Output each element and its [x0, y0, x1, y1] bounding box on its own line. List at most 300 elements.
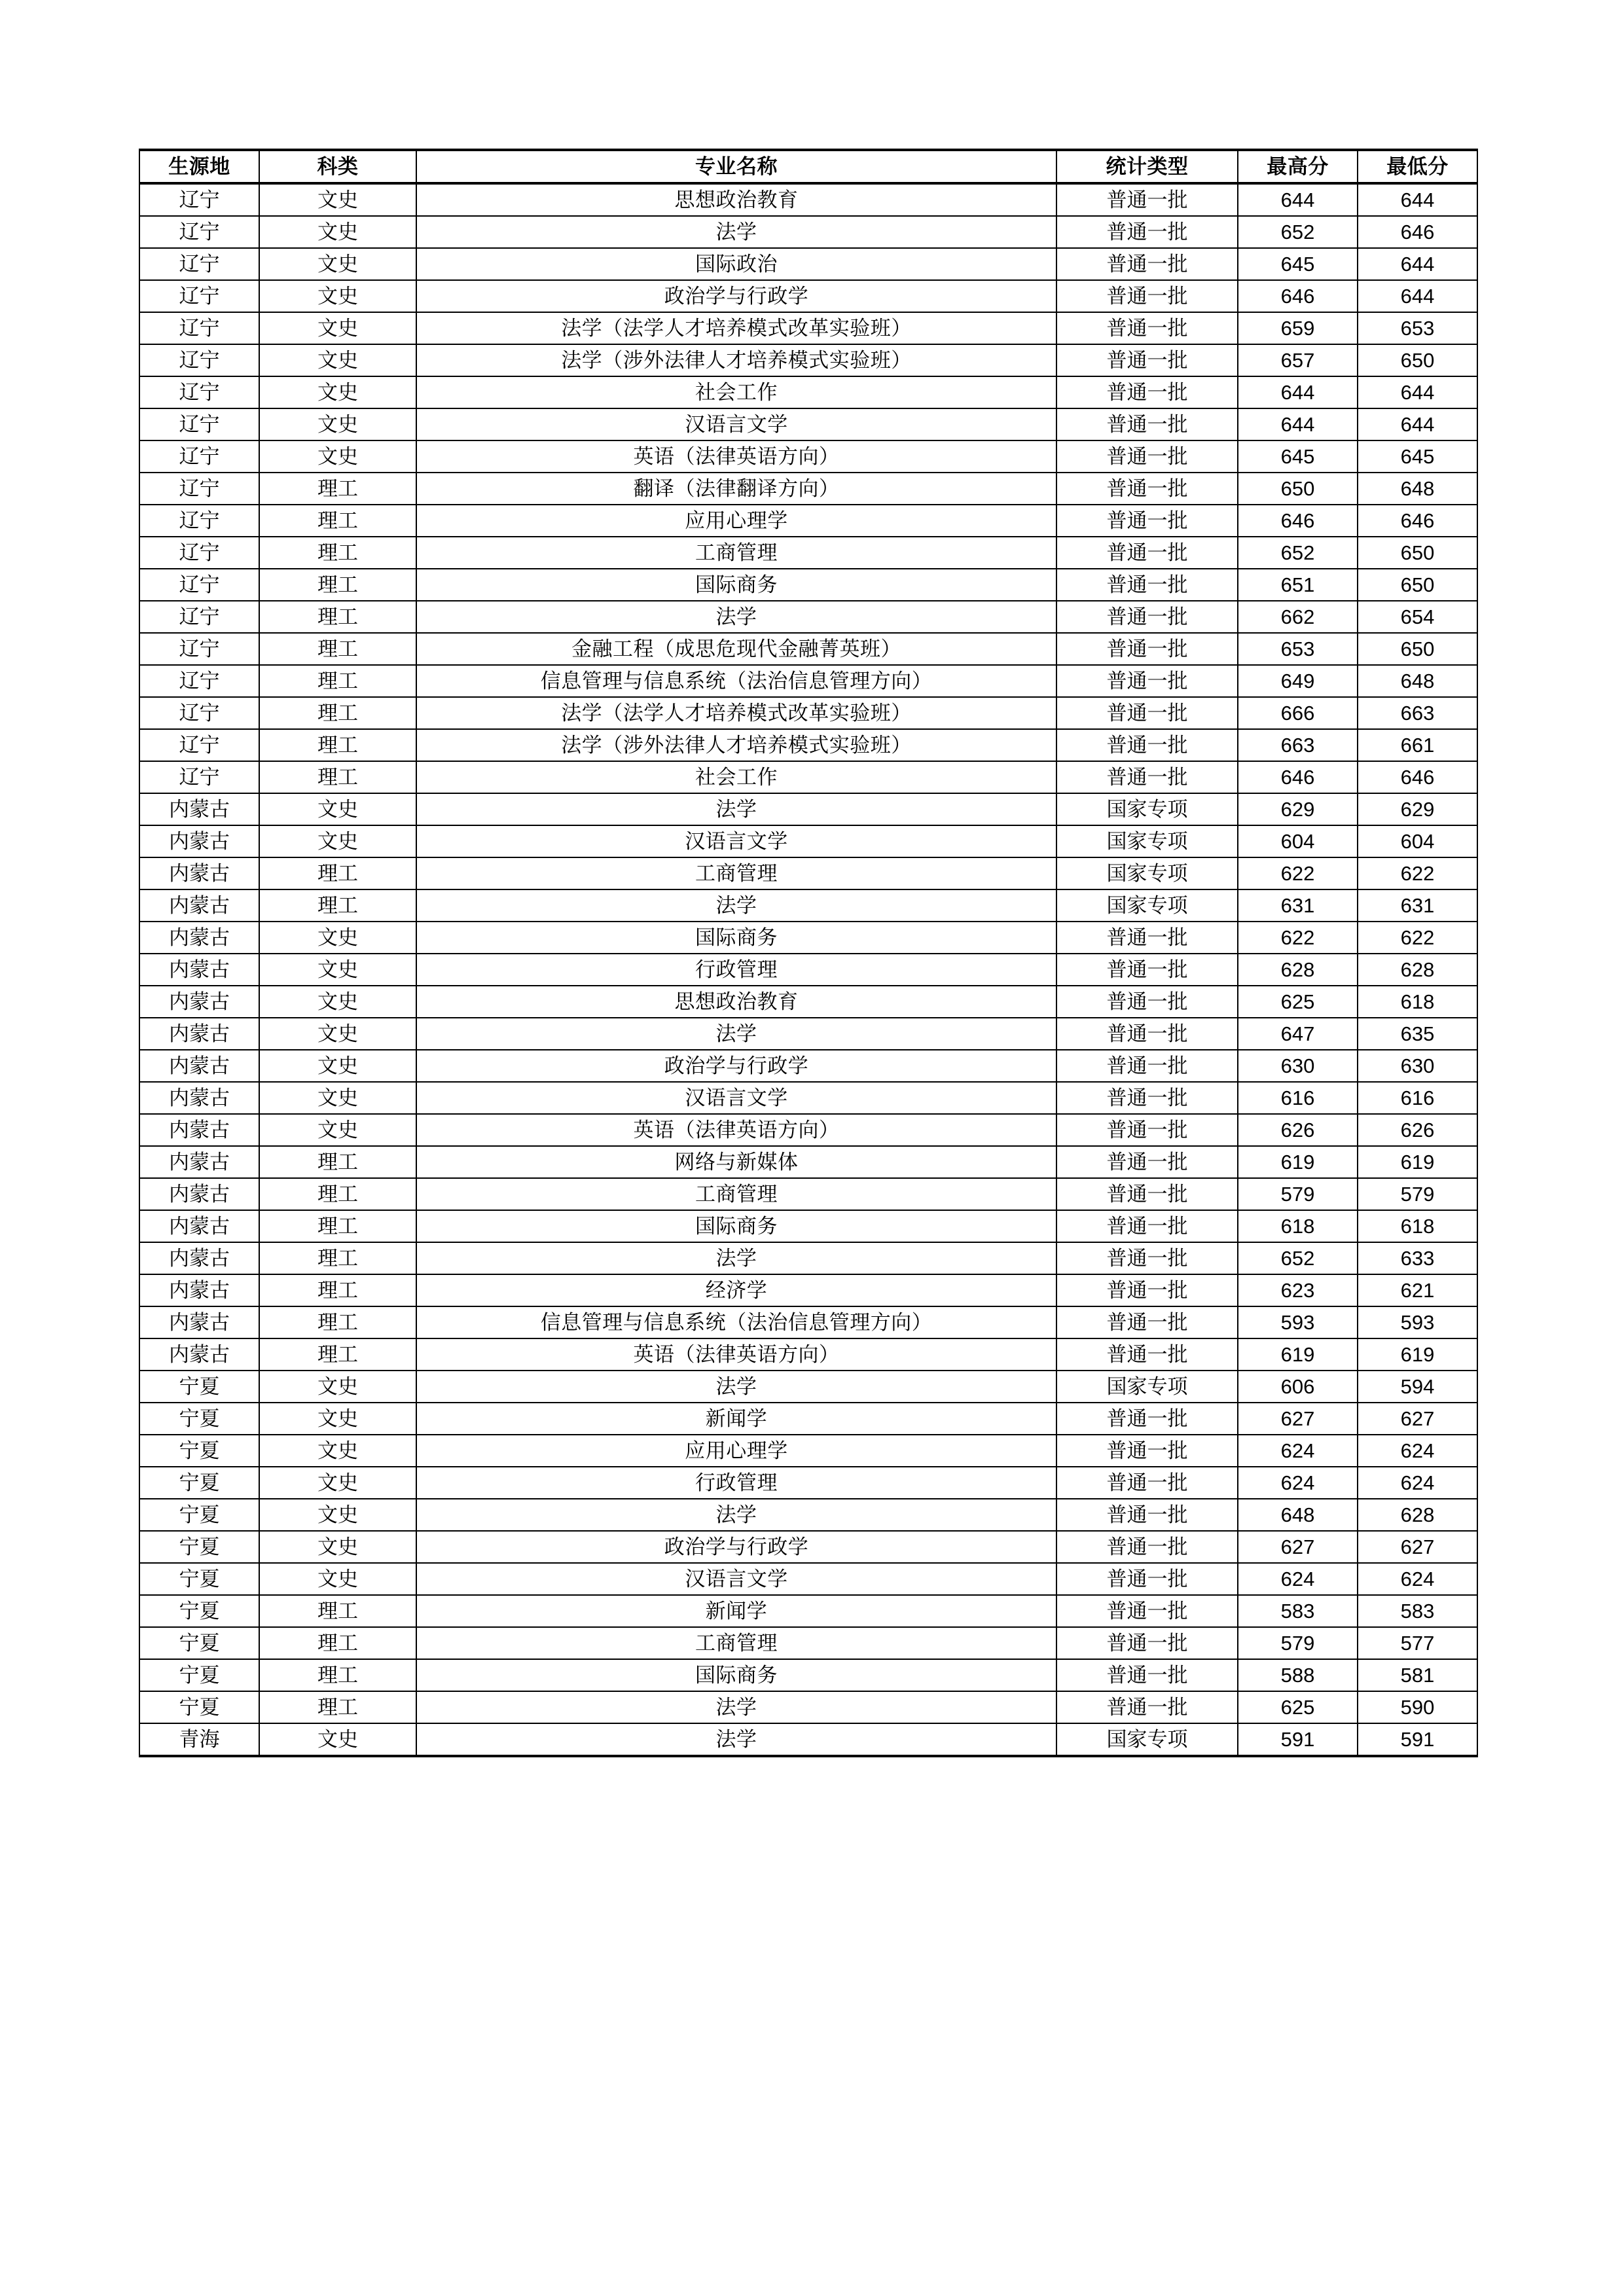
cell-stattype: 国家专项 — [1056, 1723, 1238, 1756]
cell-lowest-score: 663 — [1358, 697, 1477, 729]
cell-origin: 辽宁 — [139, 183, 259, 216]
cell-origin: 辽宁 — [139, 408, 259, 440]
cell-subject: 理工 — [259, 729, 416, 761]
cell-lowest-score: 631 — [1358, 889, 1477, 922]
cell-subject: 文史 — [259, 793, 416, 825]
cell-major: 政治学与行政学 — [416, 1531, 1056, 1563]
cell-highest-score: 627 — [1238, 1403, 1358, 1435]
table-row — [139, 537, 1477, 569]
cell-subject: 理工 — [259, 1274, 416, 1306]
table-row — [139, 248, 1477, 280]
cell-stattype: 普通一批 — [1056, 216, 1238, 248]
cell-subject: 理工 — [259, 857, 416, 889]
cell-lowest-score: 619 — [1358, 1146, 1477, 1178]
cell-origin: 内蒙古 — [139, 825, 259, 857]
cell-major: 新闻学 — [416, 1595, 1056, 1627]
cell-origin: 内蒙古 — [139, 1338, 259, 1371]
cell-major: 汉语言文学 — [416, 825, 1056, 857]
cell-origin: 内蒙古 — [139, 1210, 259, 1242]
cell-subject: 理工 — [259, 569, 416, 601]
cell-highest-score: 652 — [1238, 537, 1358, 569]
cell-major: 国际商务 — [416, 1659, 1056, 1691]
cell-major: 法学 — [416, 216, 1056, 248]
cell-origin: 辽宁 — [139, 440, 259, 473]
cell-subject: 文史 — [259, 1531, 416, 1563]
cell-stattype: 普通一批 — [1056, 761, 1238, 793]
cell-lowest-score: 644 — [1358, 376, 1477, 408]
cell-highest-score: 579 — [1238, 1178, 1358, 1210]
cell-subject: 文史 — [259, 312, 416, 344]
cell-subject: 文史 — [259, 1467, 416, 1499]
table-row — [139, 376, 1477, 408]
cell-major: 翻译（法律翻译方向） — [416, 473, 1056, 505]
table-row — [139, 889, 1477, 922]
cell-origin: 辽宁 — [139, 697, 259, 729]
cell-origin: 宁夏 — [139, 1563, 259, 1595]
cell-lowest-score: 635 — [1358, 1018, 1477, 1050]
cell-lowest-score: 633 — [1358, 1242, 1477, 1274]
table-row — [139, 1467, 1477, 1499]
cell-subject: 文史 — [259, 825, 416, 857]
cell-lowest-score: 650 — [1358, 537, 1477, 569]
cell-stattype: 普通一批 — [1056, 729, 1238, 761]
cell-origin: 宁夏 — [139, 1403, 259, 1435]
cell-major: 法学 — [416, 1723, 1056, 1756]
cell-major: 法学 — [416, 1018, 1056, 1050]
cell-major: 汉语言文学 — [416, 1082, 1056, 1114]
score-table-container — [139, 149, 1477, 1757]
cell-major: 政治学与行政学 — [416, 280, 1056, 312]
cell-stattype: 普通一批 — [1056, 697, 1238, 729]
cell-highest-score: 631 — [1238, 889, 1358, 922]
cell-highest-score: 625 — [1238, 1691, 1358, 1723]
cell-lowest-score: 581 — [1358, 1659, 1477, 1691]
cell-major: 思想政治教育 — [416, 183, 1056, 216]
table-row — [139, 440, 1477, 473]
cell-lowest-score: 630 — [1358, 1050, 1477, 1082]
table-row — [139, 857, 1477, 889]
cell-subject: 文史 — [259, 376, 416, 408]
table-row — [139, 216, 1477, 248]
cell-major: 法学 — [416, 889, 1056, 922]
cell-stattype: 普通一批 — [1056, 1403, 1238, 1435]
cell-lowest-score: 604 — [1358, 825, 1477, 857]
cell-lowest-score: 650 — [1358, 344, 1477, 376]
table-row — [139, 922, 1477, 954]
cell-major: 法学 — [416, 1242, 1056, 1274]
cell-origin: 内蒙古 — [139, 1242, 259, 1274]
cell-highest-score: 650 — [1238, 473, 1358, 505]
cell-lowest-score: 594 — [1358, 1371, 1477, 1403]
cell-stattype: 普通一批 — [1056, 312, 1238, 344]
cell-subject: 理工 — [259, 697, 416, 729]
cell-origin: 内蒙古 — [139, 922, 259, 954]
table-row — [139, 665, 1477, 697]
cell-origin: 宁夏 — [139, 1499, 259, 1531]
cell-major: 社会工作 — [416, 376, 1056, 408]
cell-highest-score: 657 — [1238, 344, 1358, 376]
cell-stattype: 普通一批 — [1056, 505, 1238, 537]
cell-subject: 理工 — [259, 537, 416, 569]
table-row — [139, 408, 1477, 440]
cell-highest-score: 644 — [1238, 408, 1358, 440]
table-row — [139, 1563, 1477, 1595]
cell-subject: 理工 — [259, 1178, 416, 1210]
cell-highest-score: 625 — [1238, 986, 1358, 1018]
cell-stattype: 普通一批 — [1056, 1435, 1238, 1467]
cell-highest-score: 618 — [1238, 1210, 1358, 1242]
table-row — [139, 697, 1477, 729]
table-row — [139, 825, 1477, 857]
cell-subject: 文史 — [259, 280, 416, 312]
cell-lowest-score: 648 — [1358, 473, 1477, 505]
cell-stattype: 国家专项 — [1056, 793, 1238, 825]
cell-major: 英语（法律英语方向） — [416, 1114, 1056, 1146]
cell-origin: 辽宁 — [139, 216, 259, 248]
cell-highest-score: 604 — [1238, 825, 1358, 857]
cell-subject: 文史 — [259, 344, 416, 376]
cell-origin: 青海 — [139, 1723, 259, 1756]
cell-stattype: 普通一批 — [1056, 954, 1238, 986]
cell-major: 法学（法学人才培养模式改革实验班） — [416, 312, 1056, 344]
column-header-subject: 科类 — [259, 150, 416, 183]
cell-lowest-score: 646 — [1358, 761, 1477, 793]
cell-stattype: 普通一批 — [1056, 1274, 1238, 1306]
table-row — [139, 344, 1477, 376]
cell-major: 政治学与行政学 — [416, 1050, 1056, 1082]
cell-highest-score: 622 — [1238, 922, 1358, 954]
cell-major: 法学 — [416, 601, 1056, 633]
cell-lowest-score: 650 — [1358, 569, 1477, 601]
cell-lowest-score: 646 — [1358, 505, 1477, 537]
cell-stattype: 普通一批 — [1056, 601, 1238, 633]
cell-highest-score: 579 — [1238, 1627, 1358, 1659]
cell-stattype: 普通一批 — [1056, 376, 1238, 408]
cell-major: 法学 — [416, 1691, 1056, 1723]
cell-highest-score: 653 — [1238, 633, 1358, 665]
cell-major: 行政管理 — [416, 954, 1056, 986]
cell-subject: 文史 — [259, 922, 416, 954]
cell-highest-score: 606 — [1238, 1371, 1358, 1403]
cell-origin: 内蒙古 — [139, 986, 259, 1018]
table-row — [139, 183, 1477, 216]
cell-stattype: 国家专项 — [1056, 825, 1238, 857]
cell-subject: 理工 — [259, 761, 416, 793]
cell-subject: 理工 — [259, 633, 416, 665]
cell-lowest-score: 583 — [1358, 1595, 1477, 1627]
cell-highest-score: 647 — [1238, 1018, 1358, 1050]
cell-highest-score: 588 — [1238, 1659, 1358, 1691]
cell-lowest-score: 591 — [1358, 1723, 1477, 1756]
cell-major: 工商管理 — [416, 1627, 1056, 1659]
cell-lowest-score: 629 — [1358, 793, 1477, 825]
cell-stattype: 普通一批 — [1056, 344, 1238, 376]
cell-subject: 文史 — [259, 1082, 416, 1114]
cell-origin: 辽宁 — [139, 761, 259, 793]
table-header-row — [139, 150, 1477, 183]
cell-highest-score: 646 — [1238, 505, 1358, 537]
cell-major: 思想政治教育 — [416, 986, 1056, 1018]
cell-lowest-score: 624 — [1358, 1435, 1477, 1467]
cell-stattype: 普通一批 — [1056, 473, 1238, 505]
table-row — [139, 1338, 1477, 1371]
cell-highest-score: 616 — [1238, 1082, 1358, 1114]
cell-stattype: 普通一批 — [1056, 1691, 1238, 1723]
cell-highest-score: 619 — [1238, 1146, 1358, 1178]
table-row — [139, 1082, 1477, 1114]
cell-highest-score: 659 — [1238, 312, 1358, 344]
cell-subject: 文史 — [259, 440, 416, 473]
cell-major: 法学 — [416, 793, 1056, 825]
table-row — [139, 1178, 1477, 1210]
cell-highest-score: 627 — [1238, 1531, 1358, 1563]
cell-stattype: 普通一批 — [1056, 440, 1238, 473]
cell-major: 汉语言文学 — [416, 1563, 1056, 1595]
cell-major: 工商管理 — [416, 1178, 1056, 1210]
cell-lowest-score: 653 — [1358, 312, 1477, 344]
table-row — [139, 1531, 1477, 1563]
cell-highest-score: 645 — [1238, 440, 1358, 473]
cell-lowest-score: 650 — [1358, 633, 1477, 665]
cell-stattype: 普通一批 — [1056, 1146, 1238, 1178]
cell-subject: 文史 — [259, 1499, 416, 1531]
cell-highest-score: 624 — [1238, 1467, 1358, 1499]
cell-origin: 辽宁 — [139, 344, 259, 376]
cell-origin: 宁夏 — [139, 1627, 259, 1659]
cell-lowest-score: 644 — [1358, 280, 1477, 312]
cell-lowest-score: 619 — [1358, 1338, 1477, 1371]
cell-origin: 内蒙古 — [139, 1050, 259, 1082]
cell-highest-score: 646 — [1238, 761, 1358, 793]
cell-origin: 辽宁 — [139, 633, 259, 665]
cell-stattype: 普通一批 — [1056, 1467, 1238, 1499]
cell-highest-score: 651 — [1238, 569, 1358, 601]
cell-lowest-score: 627 — [1358, 1403, 1477, 1435]
cell-lowest-score: 621 — [1358, 1274, 1477, 1306]
cell-highest-score: 644 — [1238, 376, 1358, 408]
cell-highest-score: 645 — [1238, 248, 1358, 280]
cell-major: 英语（法律英语方向） — [416, 440, 1056, 473]
cell-lowest-score: 579 — [1358, 1178, 1477, 1210]
table-row — [139, 1306, 1477, 1338]
table-row — [139, 1595, 1477, 1627]
cell-origin: 宁夏 — [139, 1595, 259, 1627]
cell-origin: 辽宁 — [139, 537, 259, 569]
cell-subject: 理工 — [259, 1210, 416, 1242]
cell-lowest-score: 590 — [1358, 1691, 1477, 1723]
cell-highest-score: 648 — [1238, 1499, 1358, 1531]
cell-stattype: 国家专项 — [1056, 889, 1238, 922]
admission-score-table — [139, 149, 1478, 1757]
cell-lowest-score: 622 — [1358, 857, 1477, 889]
cell-stattype: 普通一批 — [1056, 1563, 1238, 1595]
cell-major: 信息管理与信息系统（法治信息管理方向） — [416, 665, 1056, 697]
cell-subject: 理工 — [259, 601, 416, 633]
cell-origin: 内蒙古 — [139, 889, 259, 922]
cell-stattype: 普通一批 — [1056, 1531, 1238, 1563]
cell-highest-score: 629 — [1238, 793, 1358, 825]
cell-highest-score: 583 — [1238, 1595, 1358, 1627]
cell-origin: 内蒙古 — [139, 1114, 259, 1146]
cell-subject: 文史 — [259, 248, 416, 280]
cell-lowest-score: 661 — [1358, 729, 1477, 761]
cell-origin: 内蒙古 — [139, 1274, 259, 1306]
table-row — [139, 1210, 1477, 1242]
cell-highest-score: 652 — [1238, 216, 1358, 248]
cell-stattype: 普通一批 — [1056, 1018, 1238, 1050]
cell-lowest-score: 627 — [1358, 1531, 1477, 1563]
cell-subject: 文史 — [259, 1371, 416, 1403]
cell-major: 英语（法律英语方向） — [416, 1338, 1056, 1371]
cell-lowest-score: 654 — [1358, 601, 1477, 633]
cell-subject: 文史 — [259, 1563, 416, 1595]
cell-stattype: 普通一批 — [1056, 537, 1238, 569]
cell-major: 经济学 — [416, 1274, 1056, 1306]
table-row — [139, 1691, 1477, 1723]
cell-origin: 内蒙古 — [139, 1306, 259, 1338]
cell-origin: 内蒙古 — [139, 1178, 259, 1210]
cell-highest-score: 666 — [1238, 697, 1358, 729]
table-row — [139, 986, 1477, 1018]
cell-major: 国际政治 — [416, 248, 1056, 280]
cell-lowest-score: 644 — [1358, 248, 1477, 280]
table-row — [139, 280, 1477, 312]
cell-stattype: 普通一批 — [1056, 1338, 1238, 1371]
cell-subject: 理工 — [259, 1595, 416, 1627]
cell-subject: 理工 — [259, 665, 416, 697]
cell-subject: 理工 — [259, 1627, 416, 1659]
table-row — [139, 312, 1477, 344]
cell-major: 工商管理 — [416, 537, 1056, 569]
table-row — [139, 1723, 1477, 1756]
cell-lowest-score: 624 — [1358, 1467, 1477, 1499]
table-row — [139, 1403, 1477, 1435]
cell-major: 应用心理学 — [416, 1435, 1056, 1467]
cell-stattype: 普通一批 — [1056, 922, 1238, 954]
cell-stattype: 普通一批 — [1056, 1082, 1238, 1114]
cell-major: 国际商务 — [416, 569, 1056, 601]
cell-highest-score: 624 — [1238, 1435, 1358, 1467]
cell-stattype: 国家专项 — [1056, 1371, 1238, 1403]
table-row — [139, 954, 1477, 986]
table-row — [139, 1627, 1477, 1659]
cell-major: 行政管理 — [416, 1467, 1056, 1499]
cell-stattype: 普通一批 — [1056, 183, 1238, 216]
table-row — [139, 1499, 1477, 1531]
cell-highest-score: 663 — [1238, 729, 1358, 761]
column-header-low: 最低分 — [1358, 150, 1477, 183]
cell-highest-score: 619 — [1238, 1338, 1358, 1371]
cell-subject: 文史 — [259, 1018, 416, 1050]
column-header-stattype: 统计类型 — [1056, 150, 1238, 183]
cell-lowest-score: 618 — [1358, 1210, 1477, 1242]
cell-stattype: 普通一批 — [1056, 1499, 1238, 1531]
cell-major: 国际商务 — [416, 922, 1056, 954]
column-header-origin: 生源地 — [139, 150, 259, 183]
cell-lowest-score: 616 — [1358, 1082, 1477, 1114]
cell-stattype: 普通一批 — [1056, 986, 1238, 1018]
cell-stattype: 普通一批 — [1056, 1178, 1238, 1210]
table-row — [139, 505, 1477, 537]
cell-lowest-score: 622 — [1358, 922, 1477, 954]
cell-major: 新闻学 — [416, 1403, 1056, 1435]
cell-subject: 理工 — [259, 1306, 416, 1338]
cell-lowest-score: 577 — [1358, 1627, 1477, 1659]
cell-origin: 辽宁 — [139, 473, 259, 505]
table-row — [139, 473, 1477, 505]
cell-major: 金融工程（成思危现代金融菁英班） — [416, 633, 1056, 665]
cell-stattype: 普通一批 — [1056, 1306, 1238, 1338]
cell-major: 法学 — [416, 1371, 1056, 1403]
cell-highest-score: 644 — [1238, 183, 1358, 216]
cell-stattype: 普通一批 — [1056, 1210, 1238, 1242]
cell-stattype: 普通一批 — [1056, 248, 1238, 280]
cell-origin: 宁夏 — [139, 1659, 259, 1691]
table-row — [139, 1435, 1477, 1467]
cell-highest-score: 662 — [1238, 601, 1358, 633]
cell-major: 法学 — [416, 1499, 1056, 1531]
cell-lowest-score: 624 — [1358, 1563, 1477, 1595]
cell-stattype: 普通一批 — [1056, 1595, 1238, 1627]
table-row — [139, 569, 1477, 601]
table-row — [139, 1018, 1477, 1050]
cell-highest-score: 593 — [1238, 1306, 1358, 1338]
cell-origin: 内蒙古 — [139, 857, 259, 889]
cell-highest-score: 646 — [1238, 280, 1358, 312]
cell-subject: 理工 — [259, 1691, 416, 1723]
cell-lowest-score: 646 — [1358, 216, 1477, 248]
cell-subject: 文史 — [259, 183, 416, 216]
table-body — [139, 183, 1477, 1756]
table-row — [139, 1274, 1477, 1306]
cell-major: 应用心理学 — [416, 505, 1056, 537]
cell-origin: 辽宁 — [139, 665, 259, 697]
cell-major: 国际商务 — [416, 1210, 1056, 1242]
cell-major: 社会工作 — [416, 761, 1056, 793]
table-row — [139, 1114, 1477, 1146]
cell-origin: 内蒙古 — [139, 1146, 259, 1178]
cell-origin: 宁夏 — [139, 1467, 259, 1499]
cell-major: 法学（法学人才培养模式改革实验班） — [416, 697, 1056, 729]
cell-lowest-score: 644 — [1358, 183, 1477, 216]
column-header-major: 专业名称 — [416, 150, 1056, 183]
cell-origin: 内蒙古 — [139, 954, 259, 986]
cell-stattype: 普通一批 — [1056, 1242, 1238, 1274]
cell-subject: 理工 — [259, 1338, 416, 1371]
cell-origin: 辽宁 — [139, 601, 259, 633]
cell-subject: 理工 — [259, 1146, 416, 1178]
cell-subject: 文史 — [259, 1114, 416, 1146]
cell-subject: 文史 — [259, 1723, 416, 1756]
cell-stattype: 普通一批 — [1056, 633, 1238, 665]
cell-stattype: 国家专项 — [1056, 857, 1238, 889]
cell-subject: 文史 — [259, 1435, 416, 1467]
cell-stattype: 普通一批 — [1056, 1114, 1238, 1146]
cell-highest-score: 624 — [1238, 1563, 1358, 1595]
cell-subject: 文史 — [259, 1403, 416, 1435]
table-row — [139, 761, 1477, 793]
cell-stattype: 普通一批 — [1056, 569, 1238, 601]
cell-highest-score: 652 — [1238, 1242, 1358, 1274]
cell-stattype: 普通一批 — [1056, 408, 1238, 440]
table-row — [139, 1050, 1477, 1082]
table-row — [139, 1146, 1477, 1178]
cell-origin: 辽宁 — [139, 248, 259, 280]
cell-origin: 辽宁 — [139, 505, 259, 537]
table-row — [139, 633, 1477, 665]
cell-stattype: 普通一批 — [1056, 1627, 1238, 1659]
cell-subject: 理工 — [259, 505, 416, 537]
